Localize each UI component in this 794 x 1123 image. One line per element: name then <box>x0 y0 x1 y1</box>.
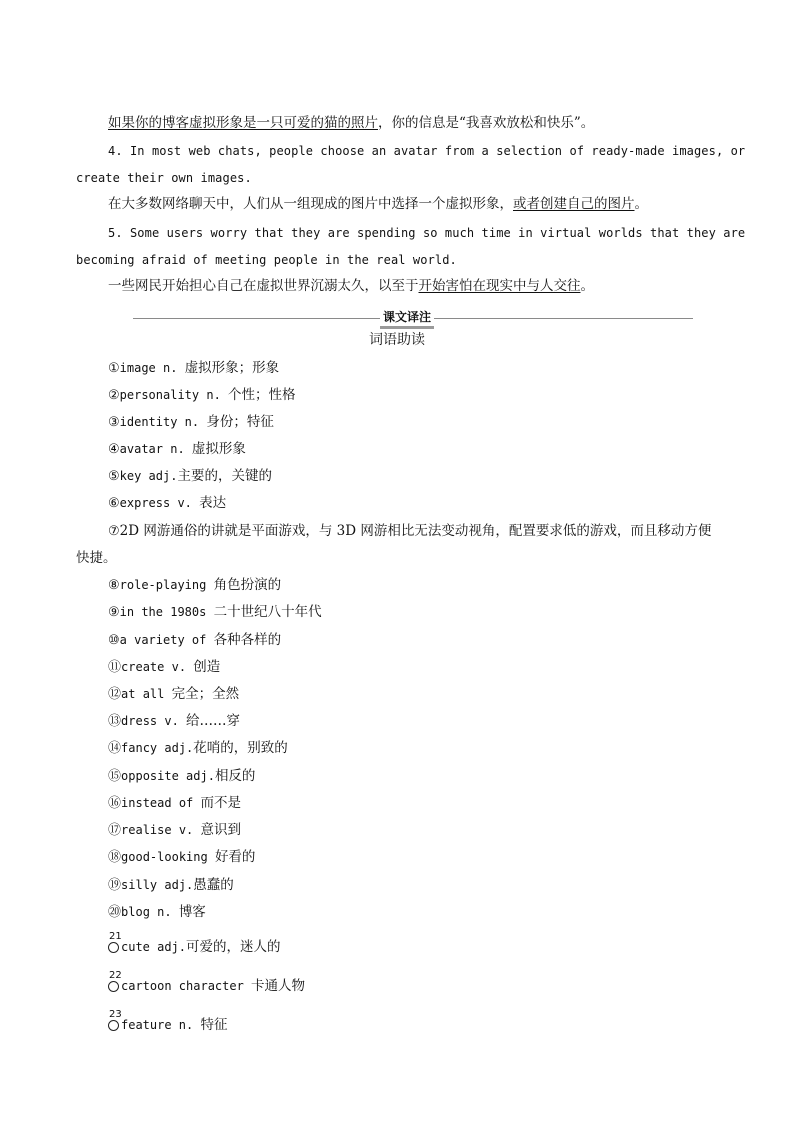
translation-text: 一些网民开始担心自己在虚拟世界沉溺太久，以至于 <box>108 278 419 294</box>
vocab-mark: ⑯ <box>108 796 122 811</box>
vocab-term: feature n. <box>121 1018 201 1032</box>
vocab-term: at all <box>121 687 172 701</box>
vocab-item <box>108 795 241 812</box>
vocab-item <box>108 939 281 956</box>
vocab-mark: ⑱ <box>108 850 122 865</box>
vocab-mark: ⑰ <box>108 823 122 838</box>
vocab-definition: 意识到 <box>200 822 241 838</box>
vocab-definition: 卡通人物 <box>251 978 306 994</box>
vocab-item <box>108 686 239 703</box>
vocab-definition: 各种各样的 <box>213 632 282 648</box>
underlined-phrase: 开始害怕在现实中与人交往 <box>418 278 581 294</box>
vocab-definition: 而不是 <box>200 795 241 811</box>
vocab-definition: 完全；全然 <box>171 686 240 702</box>
vocab-mark: ⑳ <box>108 905 122 920</box>
vocab-item-continuation <box>76 550 117 567</box>
vocab-definition: 相反的 <box>214 768 256 784</box>
vocab-item <box>108 360 279 377</box>
section-divider <box>133 311 693 327</box>
vocab-term: in the 1980s <box>119 605 214 619</box>
vocab-item <box>108 577 281 594</box>
translation-line-1 <box>108 115 594 131</box>
vocab-definition: 个性；性格 <box>228 387 296 403</box>
underlined-phrase: 或者创建自己的图片 <box>513 196 635 212</box>
vocab-term: instead of <box>121 796 201 810</box>
vocab-item <box>108 713 240 730</box>
vocab-definition: 虚拟形象；形象 <box>184 360 280 376</box>
vocab-term: image n. <box>119 361 185 375</box>
vocab-term: blog n. <box>121 905 179 919</box>
vocab-mark: ⑲ <box>108 878 122 893</box>
translation-text: ，你的信息是“我喜欢放松和快乐”。 <box>378 115 595 131</box>
translation-text: 在大多数网络聊天中，人们从一组现成的图片中选择一个虚拟形象， <box>108 196 513 212</box>
vocab-mark: ⑬ <box>108 714 122 729</box>
vocab-term: cute adj. <box>121 940 187 954</box>
vocab-mark: ① <box>108 361 120 376</box>
vocab-mark: ④ <box>108 442 120 457</box>
vocab-mark: ② <box>108 388 120 403</box>
vocab-term: express v. <box>119 496 200 510</box>
vocab-mark: ⑪ <box>108 660 122 675</box>
sentence-5-cn <box>108 278 594 294</box>
vocab-definition: 给……穿 <box>186 713 241 729</box>
vocab-term: a variety of <box>119 633 214 647</box>
vocab-mark: ⑤ <box>108 469 120 484</box>
sentence-5-en-line1: 5. Some users worry that they are spending so much time in virtual worlds that they are <box>108 226 746 240</box>
vocab-definition: 可爱的，迷人的 <box>186 939 281 955</box>
vocab-item <box>108 632 281 649</box>
vocab-definition: 好看的 <box>214 849 256 865</box>
vocab-item <box>108 659 220 676</box>
vocab-item <box>108 904 206 921</box>
vocab-term: key adj. <box>119 469 178 483</box>
vocab-term: create v. <box>121 660 194 674</box>
circle-marker-icon <box>108 942 119 953</box>
vocab-item <box>108 740 288 757</box>
vocab-term: cartoon character <box>121 979 252 993</box>
vocab-definition: 博客 <box>178 904 206 920</box>
sentence-4-en-line2: create their own images. <box>76 171 252 185</box>
vocab-item <box>108 441 246 458</box>
vocab-definition: 快捷。 <box>76 550 117 566</box>
vocab-term: personality n. <box>119 388 229 402</box>
vocab-definition: 二十世纪八十年代 <box>213 604 322 620</box>
vocab-mark: ⑧ <box>108 578 120 593</box>
vocab-mark: ⑫ <box>108 687 122 702</box>
divider-label: 课文译注 <box>380 309 434 329</box>
vocab-item <box>108 468 272 485</box>
vocab-item <box>108 822 241 839</box>
vocab-definition: 主要的，关键的 <box>177 468 272 484</box>
vocab-mark: ⑭ <box>108 741 122 756</box>
circle-marker-icon <box>108 981 119 992</box>
vocab-definition: 角色扮演的 <box>213 577 282 593</box>
vocab-term: identity n. <box>119 415 207 429</box>
vocab-item <box>108 387 296 404</box>
vocab-item <box>108 414 274 431</box>
underlined-phrase: 如果你的博客虚拟形象是一只可爱的猫的照片 <box>108 115 378 131</box>
translation-text: 。 <box>634 196 648 212</box>
sentence-4-en-line1: 4. In most web chats, people choose an avatar from a selection of ready-made images, or <box>108 144 746 158</box>
vocab-item <box>108 604 322 621</box>
vocab-definition: 愚蠢的 <box>193 877 234 893</box>
vocab-mark: ⑮ <box>108 769 122 784</box>
translation-text: 。 <box>580 278 594 294</box>
vocab-definition: 花哨的，别致的 <box>193 740 288 756</box>
vocab-mark: ⑩ <box>108 633 120 648</box>
vocab-term: realise v. <box>121 823 201 837</box>
vocab-term: role-playing <box>119 578 214 592</box>
vocab-term: avatar n. <box>119 442 192 456</box>
vocab-definition: 2D 网游通俗的讲就是平面游戏，与 3D 网游相比无法变动视角，配置要求低的游戏，而且移动方便 <box>119 523 712 539</box>
vocab-item <box>108 768 255 785</box>
sentence-4-cn <box>108 196 648 212</box>
vocab-mark: ⑨ <box>108 605 120 620</box>
section-title: 词语助读 <box>369 332 425 348</box>
vocab-definition: 表达 <box>199 495 227 511</box>
vocab-term: fancy adj. <box>121 741 194 755</box>
vocab-definition: 虚拟形象 <box>191 441 246 457</box>
vocab-item <box>108 1017 227 1034</box>
vocab-definition: 创造 <box>193 659 221 675</box>
vocab-item <box>108 849 255 866</box>
vocab-item <box>108 523 711 540</box>
vocab-term: silly adj. <box>121 878 194 892</box>
vocab-number-superscript: 23 <box>109 1009 122 1020</box>
sentence-5-en-line2: becoming afraid of meeting people in the real world. <box>76 253 457 267</box>
vocab-mark: ⑥ <box>108 496 120 511</box>
vocab-definition: 特征 <box>200 1017 228 1033</box>
vocab-item <box>108 877 234 894</box>
vocab-definition: 身份；特征 <box>206 414 274 430</box>
vocab-term: opposite adj. <box>121 769 215 783</box>
vocab-mark: ③ <box>108 415 120 430</box>
vocab-term: dress v. <box>121 714 187 728</box>
vocab-number-superscript: 22 <box>109 970 122 981</box>
vocab-item <box>108 495 226 512</box>
vocab-term: good-looking <box>121 850 215 864</box>
vocab-item <box>108 978 305 995</box>
vocab-number-superscript: 21 <box>109 931 122 942</box>
vocab-mark: ⑦ <box>108 524 120 539</box>
circle-marker-icon <box>108 1020 119 1031</box>
